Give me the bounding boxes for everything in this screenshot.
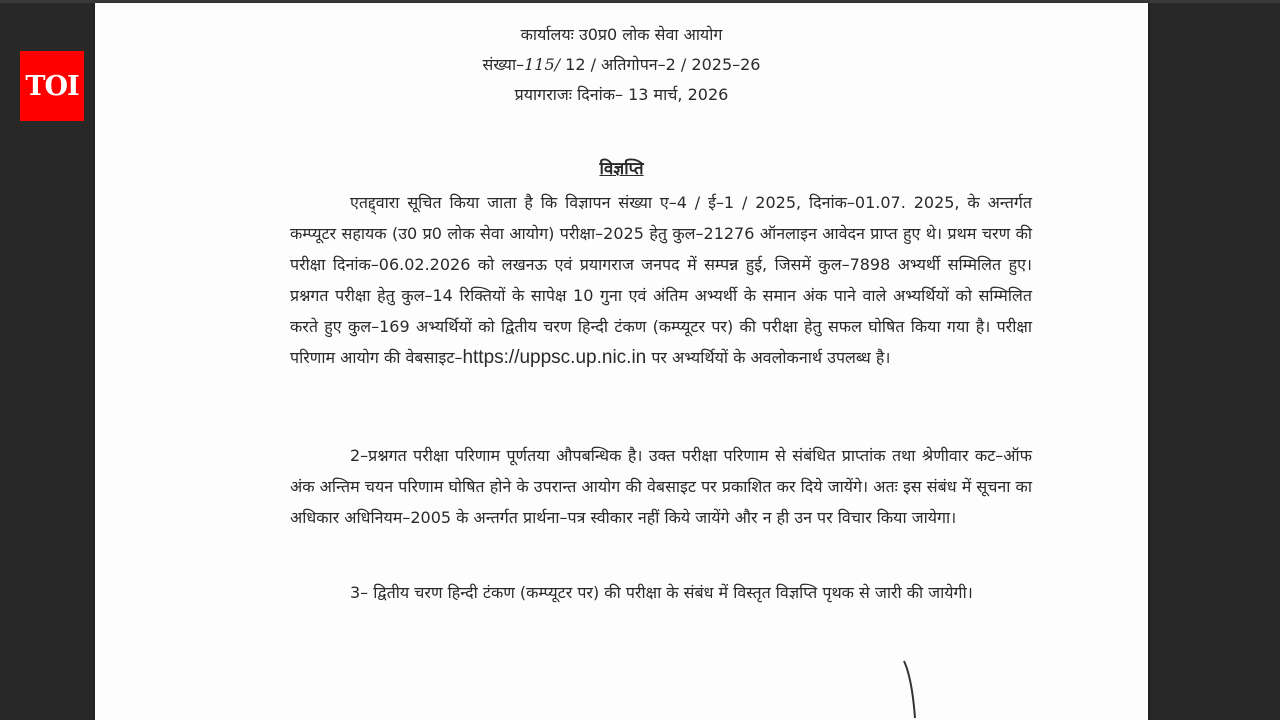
- notice-title: विज्ञप्ति: [599, 159, 644, 179]
- paragraph-1: [290, 187, 1032, 373]
- paragraph-1-tail: पर अभ्यर्थियों के अवलोकनार्थ उपलब्ध है।: [646, 348, 891, 367]
- paragraph-3-text: 3– द्वितीय चरण हिन्दी टंकण (कम्प्यूटर पर) की परीक्षा के संबंध में विस्तृत विज्ञप्ति पृथक से जारी की जायेगी।: [350, 583, 973, 602]
- paragraph-1-text: एतद्द्वारा सूचित किया जाता है कि विज्ञापन संख्या ए–4 / ई–1 / 2025, दिनांक–01.07. 2025, के अन्तर्गत कम्प्यूटर सहायक (उ0 प्र0 लोक सेवा आयोग) परीक्षा–2025 हेतु कुल–21276 ऑनलाइन आवेदन प्राप्त हुए थे। प्रथम चरण की परीक्षा दिनांक–06.02.2026 को लखनऊ एवं प्रयागराज जनपद में सम्पन्न हुई, जिसमें कुल–7898 अभ्यर्थी सम्मिलित हुए। प्रश्नगत परीक्षा हेतु कुल–14 रिक्तियों के सापेक्ष 10 गुना एवं अंतिम अभ्यर्थी के समान अंक पाने वाले अभ्यर्थियों को सम्मिलित करते हुए कुल–169 अभ्यर्थियों को द्वितीय चरण हिन्दी टंकण (कम्प्यूटर पर) की परीक्षा हेतु सफल घोषित किया गया है। परीक्षा परिणाम आयोग की वेबसाइट–: [290, 193, 1032, 367]
- ref-prefix: संख्या–: [482, 55, 525, 74]
- ref-suffix: 12 / अतिगोपन–2 / 2025–26: [560, 55, 761, 74]
- paragraph-2: [290, 440, 1032, 533]
- toi-logo: [20, 51, 84, 121]
- logo-text: TOI: [25, 70, 79, 102]
- ref-handwritten: 115/: [524, 55, 561, 74]
- paragraph-3: [290, 577, 1032, 608]
- document-page: [95, 3, 1148, 720]
- website-link[interactable]: https://uppsc.up.nic.in: [462, 347, 647, 368]
- paragraph-2-text: 2–प्रश्नगत परीक्षा परिणाम पूर्णतया औपबन्धिक है। उक्त परीक्षा परिणाम से संबंधित प्राप्तांक तथा श्रेणीवार कट–ऑफ अंक अन्तिम चयन परिणाम घोषित होने के उपरान्त आयोग की वेबसाइट पर प्रकाशित कर दिये जायेंगे। अतः इस संबंध में सूचना का अधिकार अधिनियम–2005 के अन्तर्गत प्रार्थना–पत्र स्वीकार नहीं किये जायेंगे और न ही उन पर विचार किया जायेगा।: [290, 446, 1032, 527]
- office-name: कार्यालयः उ0प्र0 लोक सेवा आयोग: [520, 25, 723, 44]
- place-date: प्रयागराजः दिनांक– 13 मार्च, 2026: [514, 85, 729, 104]
- reference-number: [95, 53, 1148, 75]
- signature-stroke: [903, 660, 917, 720]
